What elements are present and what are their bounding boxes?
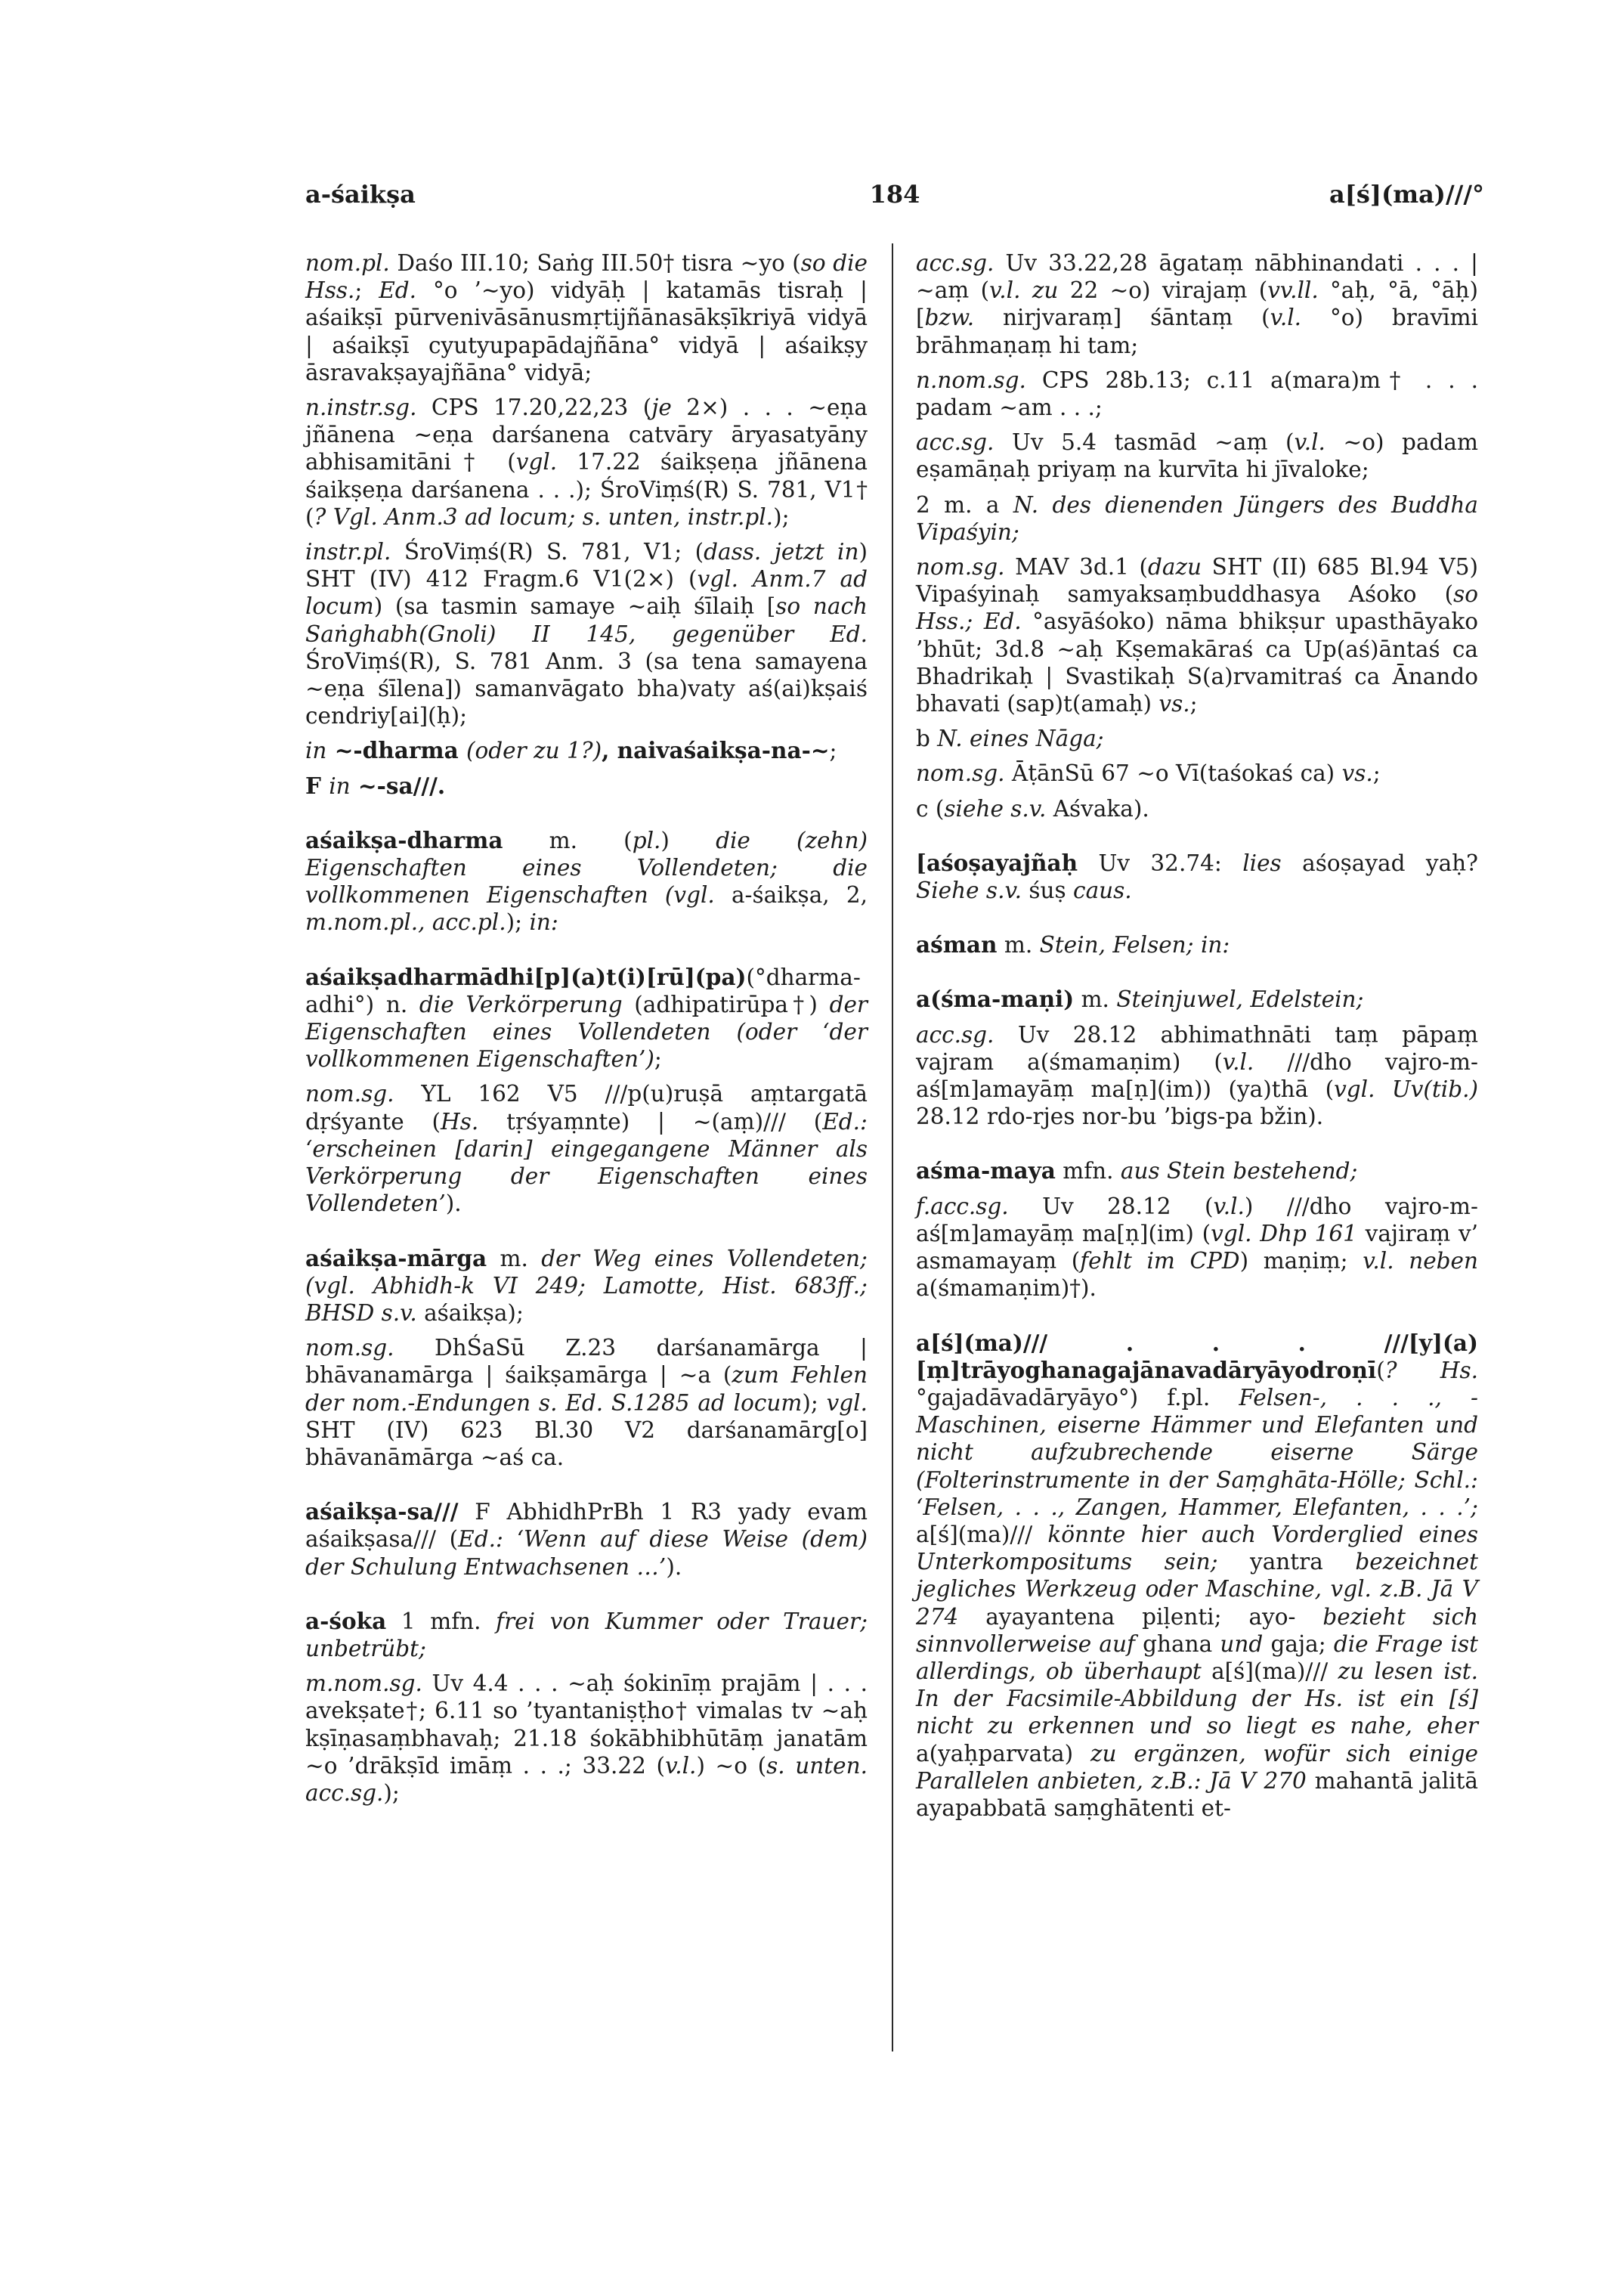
entry-paragraph (305, 538, 868, 729)
text-run: ) maṇiṃ; (1239, 1248, 1363, 1274)
entry-paragraph (916, 795, 1478, 822)
headword-text: ~-dharma (326, 737, 466, 764)
right-column (916, 249, 1478, 1829)
text-run: a-śaikṣa, 2, (714, 882, 868, 909)
text-run: ~o) padam eṣamāṇaḥ priyaṃ na kurvīta hi jīvaloke; (916, 429, 1478, 483)
headword-text: ~-sa///. (350, 772, 446, 799)
entry-headword-aśaikṣa-dharma (305, 827, 868, 937)
headword-text: a(śma-maṇi) (916, 986, 1075, 1013)
text-run: CPS 17.20,22,23 ( (416, 395, 652, 421)
text-run: °gajadāvadāryāyo°) f.pl. (916, 1384, 1239, 1410)
page-header (305, 180, 1484, 225)
text-run: tṛśyaṃnte) | ~(aṃ)/// ( (478, 1108, 823, 1135)
italic-text: könnte hier auch Vorderglied eines Unterkompositums sein; (916, 1521, 1478, 1575)
text-run: ). (445, 1191, 462, 1217)
italic-text: acc.sg. (916, 250, 995, 276)
italic-text: Felsen-, . . ., -Maschinen, eiserne Hämmer und Elefanten und nicht aufzubrechende eiserne Särge (Folterinstrumente in der Saṃghāta-Hölle; Schl.: ‘Felsen, . . ., Zangen, Hammer, Elefanten, . . .’; (916, 1384, 1478, 1520)
italic-text: N. eines Nāga; (937, 726, 1104, 752)
italic-text: aus Stein bestehend; (1120, 1158, 1358, 1184)
italic-text: so nach Saṅghabh(Gnoli) II 145, gegenüber Ed. (305, 593, 868, 647)
italic-text: nom.sg. (305, 1081, 394, 1107)
italic-text: nom.pl. (305, 250, 390, 276)
text-run: SHT (IV) 623 Bl.30 V2 darśanamārg[o] bhāvanāmārga ~aś ca. (305, 1417, 868, 1470)
italic-text: dazu (1148, 554, 1202, 581)
headword-text: aśaikṣa-dharma (305, 826, 503, 853)
italic-text: s. unten. acc.sg. (305, 1752, 868, 1806)
text-run: ; (654, 1046, 662, 1073)
text-run: °o ’~yo) vidyāḥ | katamās tisraḥ | aśaikṣī pūrvenivāsānusmṛtijñānasākṣīkriyā vidyā | aśaikṣī cyutyupapādajñāna° vidyā | aśaikṣy āsravakṣayajñāna° vidyā; (305, 277, 868, 386)
italic-text: die Verkörperung (419, 991, 623, 1017)
entry-paragraph (305, 1670, 868, 1807)
text-run: ŚroViṃś(R), S. 781 Anm. 3 (sa tena samayena ~eṇa śīlena]) samanvāgato bha)vaty aś(ai)kṣaiś cendriy[ai](ḥ); (305, 648, 868, 729)
italic-text: Ed. (379, 277, 417, 304)
italic-text: n.nom.sg. (916, 367, 1026, 393)
italic-text: N. des dienenden Jüngers des Buddha Vipaśyin; (916, 491, 1478, 545)
headword-text: a[ś](ma)/// . . . ///[y](a)[ṃ]trāyoghanagajānavadāryāyodroṇī (916, 1329, 1478, 1383)
italic-text: acc.sg. (916, 1021, 995, 1048)
entry-paragraph (305, 773, 868, 800)
entry-paragraph (916, 249, 1478, 359)
header-left-headword: a-śaikṣa (305, 180, 416, 209)
italic-text: siehe s.v. (944, 795, 1047, 822)
italic-text: dass. jetzt in (704, 539, 859, 565)
entry-paragraph (305, 394, 868, 531)
text-run: MAV 3d.1 ( (1004, 554, 1149, 581)
italic-text: (oder zu 1?) (466, 738, 602, 764)
italic-text: v.l. (1294, 429, 1325, 456)
italic-text: zu ergänzen, wofür sich einige Parallelen anbieten, z.B.: Jā V 270 (916, 1740, 1478, 1794)
text-run: Uv 32.74: (1078, 850, 1243, 876)
text-run: a(śmamaṇim)†). (916, 1275, 1097, 1302)
text-run: °asyāśoko) nāma bhikṣur upasthāyako ’bhūt; 3d.8 ~aḥ Kṣemakāraś ca Up(aś)āntaś ca Bhadrikaḥ | Svastikaḥ S(a)rvamitraś ca Ānando bhavati (sap)t(amaḥ) (916, 608, 1478, 717)
text-run: Aśvaka). (1046, 795, 1149, 822)
italic-text: ? Vgl. Anm.3 ad locum; s. unten, instr.pl. (314, 503, 774, 530)
italic-text: fehlt im CPD (1080, 1248, 1240, 1274)
text-run: ; (1189, 691, 1198, 717)
italic-text: der Weg eines Vollendeten; (vgl. Abhidh-k VI 249; Lamotte, Hist. 683ff.; BHSD s.v. (305, 1245, 868, 1326)
text-run: ) (sa tasmin samaye ~aiḥ śīlaiḥ [ (373, 593, 776, 620)
italic-text: zum Fehlen der nom.-Endungen s. Ed. S.1285 ad locum (305, 1362, 868, 1416)
text-run: 28.12 rdo-rjes nor-bu ’bigs-pa bžin). (916, 1104, 1324, 1130)
text-run: a[ś](ma)/// (916, 1521, 1048, 1547)
column-divider (892, 243, 893, 2051)
text-run: Daśo III.10; Saṅg III.50† tisra ~yo ( (389, 250, 801, 276)
italic-text: vs. (1341, 760, 1373, 787)
page-number: 184 (869, 180, 920, 209)
headword-text: aśaikṣa-sa/// (305, 1498, 459, 1525)
italic-text: v.l. (1270, 305, 1302, 331)
entry-headword-a-śoka (305, 1608, 868, 1662)
entry-paragraph (916, 760, 1478, 787)
text-run: ///dho vajro-m-aś[m]amayāṃ ma[ṇ](im)) (ya)thā ( (916, 1048, 1478, 1103)
entry-paragraph (916, 429, 1478, 483)
text-run: Uv 4.4 . . . ~aḥ śokinīṃ prajām | . . . avekṣate†; 6.11 so ’tyantaniṣṭho† vimalas tv ~aḥ kṣīṇasaṃbhavaḥ; 21.18 śokābhibhūtāṃ janatām ~o ’drākṣīd imāṃ . . .; 33.22 ( (305, 1671, 868, 1779)
italic-text: m.nom.pl., acc.pl. (305, 909, 506, 936)
headword-text: F (305, 772, 329, 799)
headword-text: , naivaśaikṣa-na-~ (602, 737, 830, 764)
text-run: ) ///dho vajro-m-aś[m]amayāṃ ma[ṇ](im) ( (916, 1193, 1478, 1246)
headword-text: a-śoka (305, 1607, 387, 1634)
italic-text: Siehe s.v. (916, 878, 1022, 904)
italic-text: bezeichnet jegliches Werkzeug oder Maschine, vgl. z.B. Jā V 274 (916, 1549, 1478, 1630)
text-run: 17.22 śaikṣeṇa jñānena śaikṣeṇa darśanena . . .); ŚroViṃś(R) S. 781, V1† ( (305, 449, 868, 530)
entry-paragraph (916, 367, 1478, 421)
text-run: ); (383, 1779, 400, 1806)
italic-text: caus. (1073, 878, 1132, 904)
entry-paragraph (916, 725, 1478, 752)
left-column (305, 249, 868, 1814)
italic-text: ? Hs. (1384, 1357, 1478, 1383)
italic-text: vgl. Dhp 161 (1211, 1220, 1357, 1246)
text-run: ); (506, 909, 530, 936)
italic-text: v.l. (1222, 1048, 1254, 1075)
italic-text: ‘erscheinen [darin] eingegangene Männer als Verkörperung der Eigenschaften eines Vollendeten’ (305, 1135, 868, 1217)
headword-text: aśaikṣa-mārga (305, 1244, 487, 1271)
text-run: Uv 33.22,28 āgataṃ nābhinandati . . . | ~aṃ ( (916, 250, 1478, 304)
text-run: 2 m. a (916, 491, 1013, 518)
text-run: vajiraṃ v’ asmamayaṃ ( (916, 1220, 1478, 1274)
italic-text: v.l. neben (1363, 1248, 1479, 1274)
entry-paragraph (916, 1021, 1478, 1131)
text-run: 22 ~o) virajaṃ ( (1058, 277, 1268, 304)
text-run: mfn. (1055, 1158, 1121, 1184)
italic-text: die Frage ist allerdings, ob überhaupt (916, 1630, 1478, 1684)
text-run (503, 1526, 517, 1552)
italic-text: vv.ll. (1267, 277, 1319, 304)
italic-text: die (zehn) Eigenschaften eines Vollendeten; die vollkommenen Eigenschaften (vgl. (305, 827, 868, 909)
headword-text: aśma-maya (916, 1157, 1056, 1184)
text-run: Uv 28.12 ( (1008, 1193, 1214, 1219)
italic-text: und (1220, 1630, 1264, 1657)
entry-paragraph (305, 737, 868, 764)
text-run: ); (802, 1389, 827, 1416)
italic-text: n.instr.sg. (305, 395, 417, 421)
entry-paragraph (916, 1193, 1478, 1302)
text-run: ; (354, 277, 379, 304)
text-run: Uv 5.4 tasmād ~aṃ ( (994, 429, 1295, 456)
text-run: Uv 28.12 abhimathnāti taṃ pāpaṃ vajram a(śmamaṇim) ( (916, 1021, 1478, 1075)
text-run: aśoṣayad yaḥ? (1281, 850, 1478, 876)
entry-paragraph (916, 491, 1478, 546)
headword-text: [aśoṣayajñaḥ (916, 849, 1078, 876)
entry-paragraph (305, 1334, 868, 1471)
text-run: YL 162 V5 ///p(u)ruṣā aṃtargatā dṛśyante ( (305, 1081, 868, 1135)
text-run: DhŚaSū Z.23 darśanamārga | bhāvanamārga | śaikṣamārga | ~a ( (305, 1335, 868, 1389)
italic-text: pl. (632, 827, 661, 853)
text-run: ayayantena piḷenti; ayo- (958, 1603, 1323, 1630)
italic-text: vgl. (515, 449, 558, 475)
entry-headword-aśma-maṇi (916, 986, 1478, 1013)
text-run: ĀṭānSū 67 ~o Vī(taśokaś ca) (1004, 760, 1342, 787)
text-run: ( (1376, 1357, 1385, 1383)
headword-text: aśaikṣadharmādhi[p](a)t(i)[rū](pa) (305, 963, 747, 990)
italic-text: lies (1242, 850, 1282, 876)
italic-text: vgl. (826, 1389, 868, 1416)
text-run: SHT (II) 685 Bl.94 V5) Vipaśyinaḥ samyaksaṃbuddhasya Aśoko ( (916, 554, 1478, 608)
entry-headword-aśaikṣa-mārga (305, 1245, 868, 1327)
entry-paragraph (305, 249, 868, 386)
header-right-headword: a[ś](ma)///° (1329, 180, 1484, 209)
text-run: 1 mfn. (386, 1608, 496, 1634)
italic-text: v.l. (1213, 1193, 1245, 1219)
text-run: m. ( (503, 827, 633, 853)
text-run: ŚroViṃś(R) S. 781, V1; ( (391, 539, 704, 565)
headword-text: aśman (916, 931, 998, 958)
italic-text: nom.sg. (305, 1335, 394, 1361)
entry-headword-aśaikṣa-sa (305, 1498, 868, 1581)
italic-text: frei von Kummer oder Trauer; unbetrübt; (305, 1608, 868, 1661)
italic-text: Ed.: (822, 1108, 868, 1135)
italic-text: Hs. (441, 1108, 479, 1135)
text-run: ) ~o ( (696, 1752, 767, 1779)
italic-text: bzw. (924, 305, 975, 331)
italic-text: nom.sg. (916, 554, 1005, 581)
text-run: CPS 28b.13; c.11 a(mara)m† . . . padam ~am . . .; (916, 367, 1478, 421)
text-run: aśaikṣa); (416, 1299, 524, 1326)
text-run: śuṣ (1022, 878, 1074, 904)
text-run: nirjvaraṃ] śāntaṃ ( (974, 305, 1270, 331)
italic-text: je (651, 395, 672, 421)
text-run: a[ś](ma)/// (1201, 1658, 1338, 1684)
text-run: (adhipatirūpa†) (622, 991, 830, 1017)
text-run: mahantā jalitā ayapabbatā saṃghātenti et- (916, 1767, 1479, 1821)
entry-paragraph (305, 1080, 868, 1217)
text-run: m. (997, 932, 1040, 958)
text-run: (°dharma-adhi°) n. (305, 964, 861, 1017)
italic-text: instr.pl. (305, 539, 391, 565)
entry-headword-aśman (916, 931, 1478, 958)
text-run: °o) bravīmi brāhmaṇaṃ hi tam; (916, 305, 1478, 358)
entry-headword-aśoṣayajñaḥ (916, 850, 1478, 904)
text-run: F AbhidhPrBh 1 R3 yady evam aśaikṣasa/// ( (305, 1499, 868, 1553)
text-run: m. (487, 1245, 542, 1271)
italic-text: Stein, Felsen; in: (1039, 932, 1230, 958)
italic-text: m.nom.sg. (305, 1671, 422, 1697)
italic-text: so Hss.; Ed. (916, 581, 1478, 635)
text-run: ghana (1134, 1630, 1220, 1657)
italic-text: vgl. Uv(tib.) (1334, 1076, 1478, 1103)
italic-text: vs. (1158, 691, 1190, 717)
italic-text: ‘Wenn auf diese Weise (dem) der Schulung Entwachsenen …’ (305, 1526, 868, 1580)
text-run: ). (666, 1553, 682, 1580)
entry-headword-aśma (916, 1330, 1478, 1822)
text-run: ; (1372, 760, 1381, 787)
italic-text: Steinjuwel, Edelstein; (1116, 986, 1364, 1013)
entry-headword-aśma-maya (916, 1157, 1478, 1184)
italic-text: f.acc.sg. (916, 1193, 1009, 1219)
text-run: a(yaḥparvata) (916, 1740, 1090, 1767)
italic-text: in: (529, 909, 558, 936)
italic-text: v.l. zu (989, 277, 1059, 304)
italic-text: zu lesen ist. In der Facsimile-Abbildung der Hs. ist ein [ś] nicht zu erkennen und so liegt es nahe, eher (916, 1658, 1479, 1739)
italic-text: in (305, 738, 327, 764)
text-run: c ( (916, 795, 945, 822)
text-run: m. (1074, 986, 1117, 1013)
text-run: 2×) . . . ~eṇa jñānena ~eṇa darśanena catvāry āryasatyāny abhisamitāni† ( (305, 395, 868, 475)
italic-text: der Eigenschaften eines Vollendeten (oder ‘der vollkommenen Eigenschaften’) (305, 991, 868, 1073)
text-run: ) (660, 827, 716, 853)
italic-text: nom.sg. (916, 760, 1005, 787)
text-run: gaja; (1263, 1630, 1334, 1657)
text-run: ); (773, 503, 790, 530)
text-run: ) SHT (IV) 412 Fragm.6 V1(2×) ( (305, 539, 868, 593)
entry-paragraph (916, 553, 1478, 717)
italic-text: Ed.: (458, 1526, 503, 1553)
italic-text: acc.sg. (916, 429, 995, 456)
text-run: °aḥ, °ā, °āḥ) [ (916, 277, 1478, 331)
text-run: b (916, 726, 938, 752)
italic-text: bezieht sich sinnvollerweise auf (916, 1603, 1478, 1657)
italic-text: v.l. (665, 1752, 697, 1779)
italic-text: so die Hss. (305, 250, 868, 304)
italic-text: vgl. Anm.7 ad locum (305, 566, 868, 620)
text-run: yantra (1217, 1549, 1356, 1575)
text-run: ; (829, 738, 837, 764)
entry-paragraph (305, 964, 868, 1073)
italic-text: in (329, 773, 351, 799)
